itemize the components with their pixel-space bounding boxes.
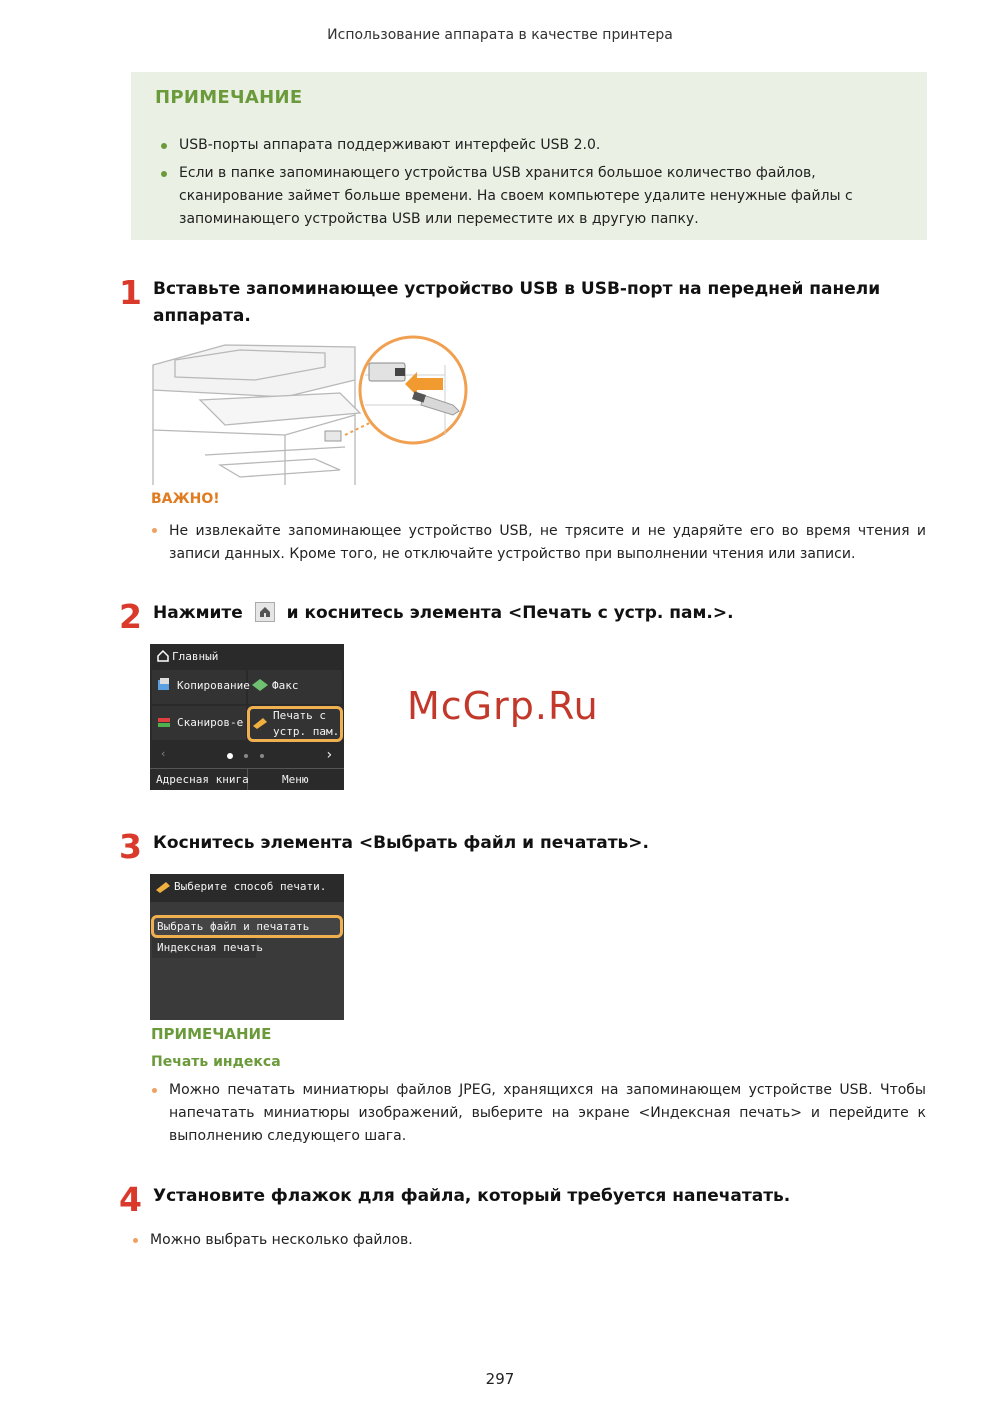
note-text: Можно печатать миниатюры файлов JPEG, хранящихся на запоминающем устройстве USB. Чтобы напечатать миниатюры изображений, выберите на экране <Индексная печать> и перейдите к выполнению следующего шага. <box>169 1082 926 1144</box>
step-instruction-continued: аппарата. <box>153 306 251 326</box>
bullet-icon <box>152 1088 157 1093</box>
copy-label: Копирование <box>177 679 250 692</box>
next-page-icon[interactable]: › <box>325 747 334 763</box>
watermark: McGrp.Ru <box>407 684 599 728</box>
page-number: 297 <box>485 1370 515 1388</box>
bullet-icon <box>133 1238 138 1243</box>
fax-icon <box>251 678 269 692</box>
print-method-screen <box>150 874 344 1020</box>
page-dot <box>244 754 248 758</box>
step-bullet-text: Можно выбрать несколько файлов. <box>150 1232 413 1248</box>
step-instruction: Установите флажок для файла, который требуется напечатать. <box>153 1186 791 1206</box>
home-screen <box>150 644 344 790</box>
note-title: ПРИМЕЧАНИЕ <box>155 87 303 108</box>
index-print-option[interactable]: Индексная печать <box>157 941 263 954</box>
print-label-line1: Печать с <box>273 709 326 722</box>
print-label-line2: устр. пам. <box>273 725 340 738</box>
step-instruction-part: и коснитесь элемента <Печать с устр. пам.>. <box>286 603 734 623</box>
scan-label: Сканиров-е <box>177 716 244 729</box>
home-icon <box>156 649 170 663</box>
note-item-continued: сканирование займет больше времени. На своем компьютере удалите ненужные файлы с <box>179 188 853 204</box>
select-file-and-print-option[interactable]: Выбрать файл и печатать <box>157 920 310 933</box>
note-item-continued: запоминающего устройства USB или переместите их в другую папку. <box>179 211 699 227</box>
important-title: ВАЖНО! <box>151 491 220 507</box>
screen-title: Главный <box>172 650 219 663</box>
printer-usb-illustration <box>145 335 475 490</box>
running-header: Использование аппарата в качестве принтера <box>327 27 673 43</box>
home-icon <box>255 602 275 622</box>
note-item: Если в папке запоминающего устройства USB хранится большое количество файлов, <box>179 165 816 181</box>
highlight-frame <box>151 915 343 938</box>
bullet-icon <box>152 528 157 533</box>
bullet-icon <box>161 143 167 149</box>
step-number: 2 <box>119 597 142 636</box>
important-text: Не извлекайте запоминающее устройство USB, не трясите и не ударяйте его во время чтения и записи данных. Кроме того, не отключайте устройство при выполнении чтения или записи. <box>169 523 926 562</box>
step-number: 1 <box>119 273 142 312</box>
note-item: USB-порты аппарата поддерживают интерфейс USB 2.0. <box>179 137 601 153</box>
step-number: 3 <box>119 827 142 866</box>
note-title: ПРИМЕЧАНИЕ <box>151 1025 272 1043</box>
fax-label: Факс <box>272 679 299 692</box>
screen-title: Выберите способ печати. <box>174 880 327 893</box>
copy-icon <box>156 677 172 693</box>
scan-icon <box>156 715 172 731</box>
bullet-icon <box>161 171 167 177</box>
step-instruction: Коснитесь элемента <Выбрать файл и печатать>. <box>153 833 650 853</box>
note-subtitle: Печать индекса <box>151 1054 281 1070</box>
usb-memory-icon <box>154 880 172 894</box>
step-number: 4 <box>119 1180 142 1219</box>
highlight-frame <box>247 706 343 742</box>
step-instruction: Вставьте запоминающее устройство USB в USB-порт на передней панели <box>153 279 881 299</box>
address-book-button[interactable]: Адресная книга <box>156 773 249 786</box>
page-dot-active <box>227 753 233 759</box>
menu-button[interactable]: Меню <box>282 773 309 786</box>
step-instruction <box>153 600 734 627</box>
page-dot <box>260 754 264 758</box>
prev-page-icon[interactable]: ‹ <box>160 747 167 760</box>
step-instruction-part: Нажмите <box>153 603 243 623</box>
